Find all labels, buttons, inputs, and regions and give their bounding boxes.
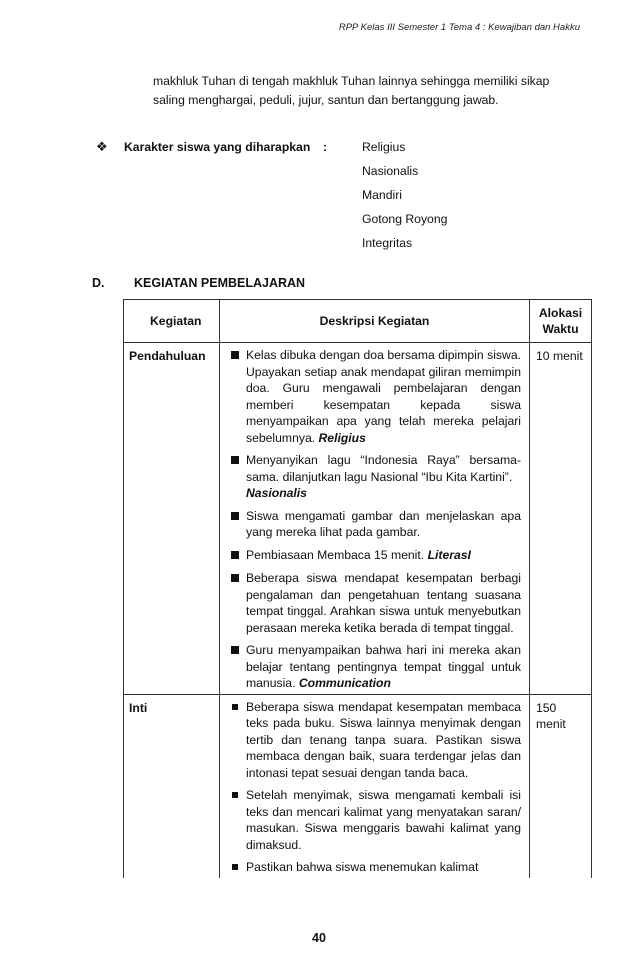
square-bullet-icon (231, 456, 239, 464)
item-tag: Communication (298, 676, 391, 690)
square-bullet-icon (232, 704, 238, 710)
list-item (224, 642, 521, 692)
page-number: 40 (312, 931, 326, 945)
kegiatan-cell: Inti (124, 694, 220, 878)
list-item (224, 859, 521, 876)
list-item (224, 347, 521, 446)
table-header-row (124, 300, 592, 343)
karakter-label: Karakter siswa yang diharapkan (124, 140, 311, 154)
intro-paragraph: makhluk Tuhan di tengah makhluk Tuhan lainnya sehingga memiliki sikap saling menghargai, peduli, jujur, santun dan bertanggung jawab. (153, 74, 550, 107)
deskripsi-cell (220, 343, 530, 695)
waktu-cell: 10 menit (530, 343, 592, 695)
karakter-list (362, 138, 447, 258)
kegiatan-cell: Pendahuluan (124, 343, 220, 695)
karakter-item: Religius (362, 140, 406, 154)
page-header: RPP Kelas III Semester 1 Tema 4 : Kewajiban dan Hakku (338, 22, 580, 33)
list-item (224, 452, 521, 502)
item-text: Pembiasaan Membaca 15 menit. (246, 547, 425, 562)
karakter-item: Integritas (362, 236, 413, 250)
table-row (124, 694, 592, 878)
diamond-bullet-icon: ❖ (96, 139, 108, 154)
section-title: KEGIATAN PEMBELAJARAN (134, 276, 306, 290)
deskripsi-cell (220, 694, 530, 878)
square-bullet-icon (232, 864, 238, 870)
square-bullet-icon (231, 646, 239, 654)
item-text: Menyanyikan lagu “Indonesia Raya” bersama-sama. dilanjutkan lagu Nasional “Ibu Kita Kartini”. (246, 453, 521, 484)
item-tag: LiterasI (427, 547, 471, 562)
item-tag: Religius (318, 430, 366, 445)
karakter-item: Gotong Royong (362, 212, 448, 226)
square-bullet-icon (231, 512, 239, 520)
header-kegiatan: Kegiatan (124, 300, 220, 343)
item-tag: Nasionalis (246, 486, 307, 500)
square-bullet-icon (231, 551, 239, 559)
item-text: Setelah menyimak, siswa mengamati kembali isi teks dan mencari kalimat yang menyatakan saran/ masukan. Siswa menggaris bawahi kalimat yang dimaksud. (246, 788, 521, 852)
list-item (224, 787, 521, 853)
table-row (124, 343, 592, 695)
waktu-cell: 150 menit (530, 694, 592, 878)
header-deskripsi: Deskripsi Kegiatan (220, 300, 530, 343)
item-text: Guru menyampaikan bahwa hari ini mereka akan belajar tentang pentingnya tempat tinggal untuk manusia. (246, 643, 521, 690)
list-item (224, 547, 521, 565)
list-item (224, 508, 521, 541)
karakter-item: Nasionalis (362, 164, 419, 178)
karakter-item: Mandiri (362, 188, 402, 202)
item-text: Beberapa siswa mendapat kesempatan berbagi pengalaman dan pengetahuan tentang suasana tempat tinggal. Arahkan siswa untuk menyebutkan perasaan mereka ketika berada di tempat tinggal. (246, 571, 521, 635)
square-bullet-icon (232, 792, 238, 798)
square-bullet-icon (231, 351, 239, 359)
section-heading (92, 276, 305, 290)
list-item (224, 570, 521, 636)
header-alokasi: Alokasi Waktu (530, 300, 592, 343)
square-bullet-icon (231, 574, 239, 582)
item-text: Siswa mengamati gambar dan menjelaskan apa yang mereka lihat pada gambar. (246, 508, 521, 539)
kegiatan-table (123, 299, 592, 878)
section-number: D. (92, 276, 105, 290)
item-text: Beberapa siswa mendapat kesempatan membaca teks pada buku. Siswa lainnya menyimak dengan tertib dan tenang tanpa suara. Pastikan siswa membaca dengan baik, suara terdengar jelas dan intonasi tepat sesuai dengan tanda baca. (246, 699, 521, 780)
karakter-colon: : (323, 140, 328, 154)
item-text: Kelas dibuka dengan doa bersama dipimpin siswa. Upayakan setiap anak mendapat giliran memimpin doa. Guru mengawali pembelajaran dengan memberi kesempatan kepada siswa menyampaikan apa yang telah mereka pelajari sebelumnya. (246, 348, 521, 445)
item-text: Pastikan bahwa siswa menemukan kalimat (246, 860, 479, 874)
list-item (224, 699, 521, 782)
